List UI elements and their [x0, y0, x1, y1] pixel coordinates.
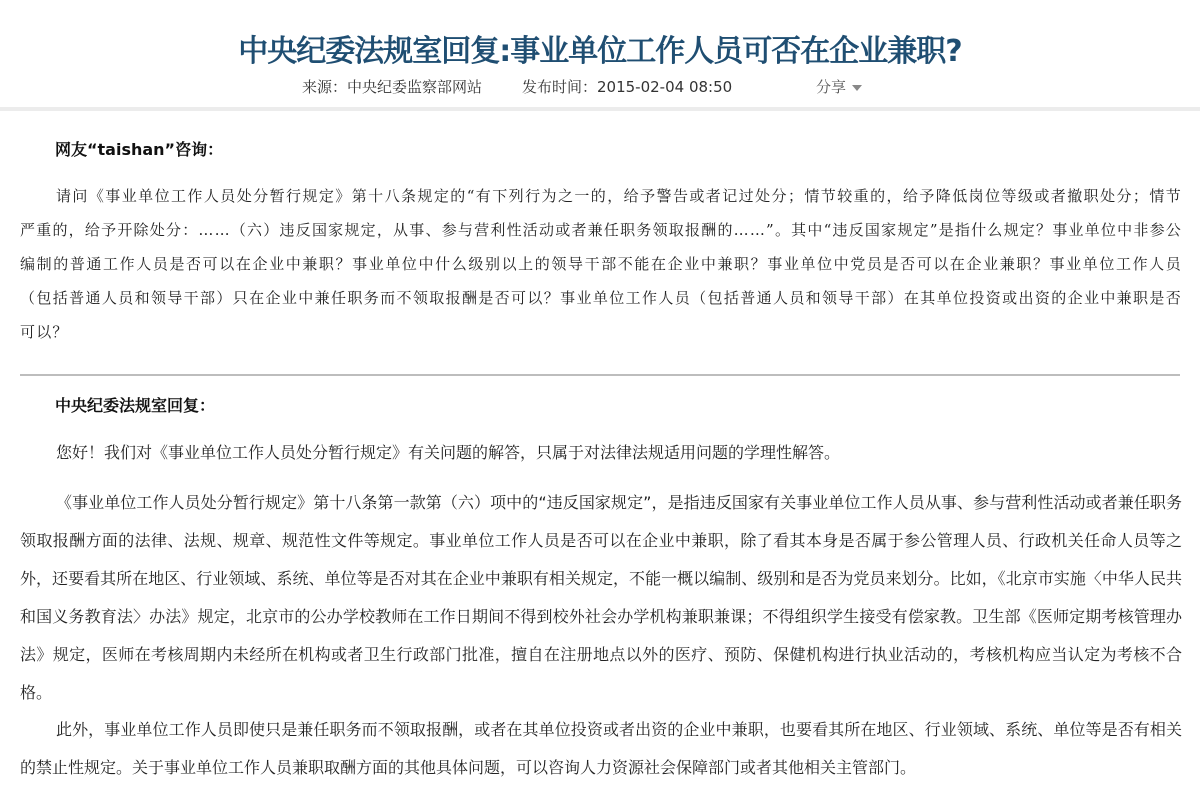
share-label: 分享 [816, 78, 847, 96]
section-divider [20, 374, 1180, 376]
publish-time: 发布时间：2015-02-04 08:50 [522, 78, 733, 96]
article-meta [0, 74, 1200, 100]
question-text: 请问《事业单位工作人员处分暂行规定》第十八条规定的“有下列行为之一的，给予警告或者记过处分；情节较重的，给予降低岗位等级或者撤职处分；情节严重的，给予开除处分：……（六）违反国家规定，从事、参与营利性活动或者兼任职务领取报酬的……”。其中“违反国家规定”是指什么规定？事业单位中非参公编制的普通工作人员是否可以在企业中兼职？事业单位中什么级别以上的领导干部不能在企业中兼职？事业单位中党员是否可以在企业兼职？事业单位工作人员（包括普通人员和领导干部）只在企业中兼任职务而不领取报酬是否可以？事业单位工作人员（包括普通人员和领导干部）在其单位投资或出资的企业中兼职是否可以？ [20, 187, 1182, 341]
reply-heading: 中央纪委法规室回复： [55, 396, 216, 415]
reply-paragraph: 此外，事业单位工作人员即使只是兼任职务而不领取报酬，或者在其单位投资或者出资的企业中兼职，也要看其所在地区、行业领域、系统、单位等是否有相关的禁止性规定。关于事业单位工作人员兼职取酬方面的其他具体问题，可以咨询人力资源社会保障部门或者其他相关主管部门。 [20, 720, 1182, 777]
reply-paragraph: 《事业单位工作人员处分暂行规定》第十八条第一款第（六）项中的“违反国家规定”，是指违反国家有关事业单位工作人员从事、参与营利性活动或者兼任职务领取报酬方面的法律、法规、规章、规范性文件等规定。事业单位工作人员是否可以在企业中兼职，除了看其本身是否属于参公管理人员、行政机关任命人员等之外，还要看其所在地区、行业领域、系统、单位等是否对其在企业中兼职有相关规定，不能一概以编制、级别和是否为党员来划分。比如，《北京市实施〈中华人民共和国义务教育法〉办法》规定，北京市的公办学校教师在工作日期间不得到校外社会办学机构兼职兼课；不得组织学生接受有偿家教。卫生部《医师定期考核管理办法》规定，医师在考核周期内未经所在机构或者卫生行政部门批准，擅自在注册地点以外的医疗、预防、保健机构进行执业活动的，考核机构应当认定为考核不合格。 [20, 493, 1182, 702]
reply-paragraph: 您好！我们对《事业单位工作人员处分暂行规定》有关问题的解答，只属于对法律法规适用问题的学理性解答。 [56, 443, 841, 462]
header-divider [0, 107, 1200, 111]
question-heading: 网友“taishan”咨询： [55, 140, 224, 159]
share-button[interactable] [816, 76, 862, 97]
caret-down-icon [852, 85, 862, 91]
article-title: 中央纪委法规室回复:事业单位工作人员可否在企业兼职? [238, 34, 962, 70]
article-source: 来源：中央纪委监察部网站 [302, 78, 483, 96]
